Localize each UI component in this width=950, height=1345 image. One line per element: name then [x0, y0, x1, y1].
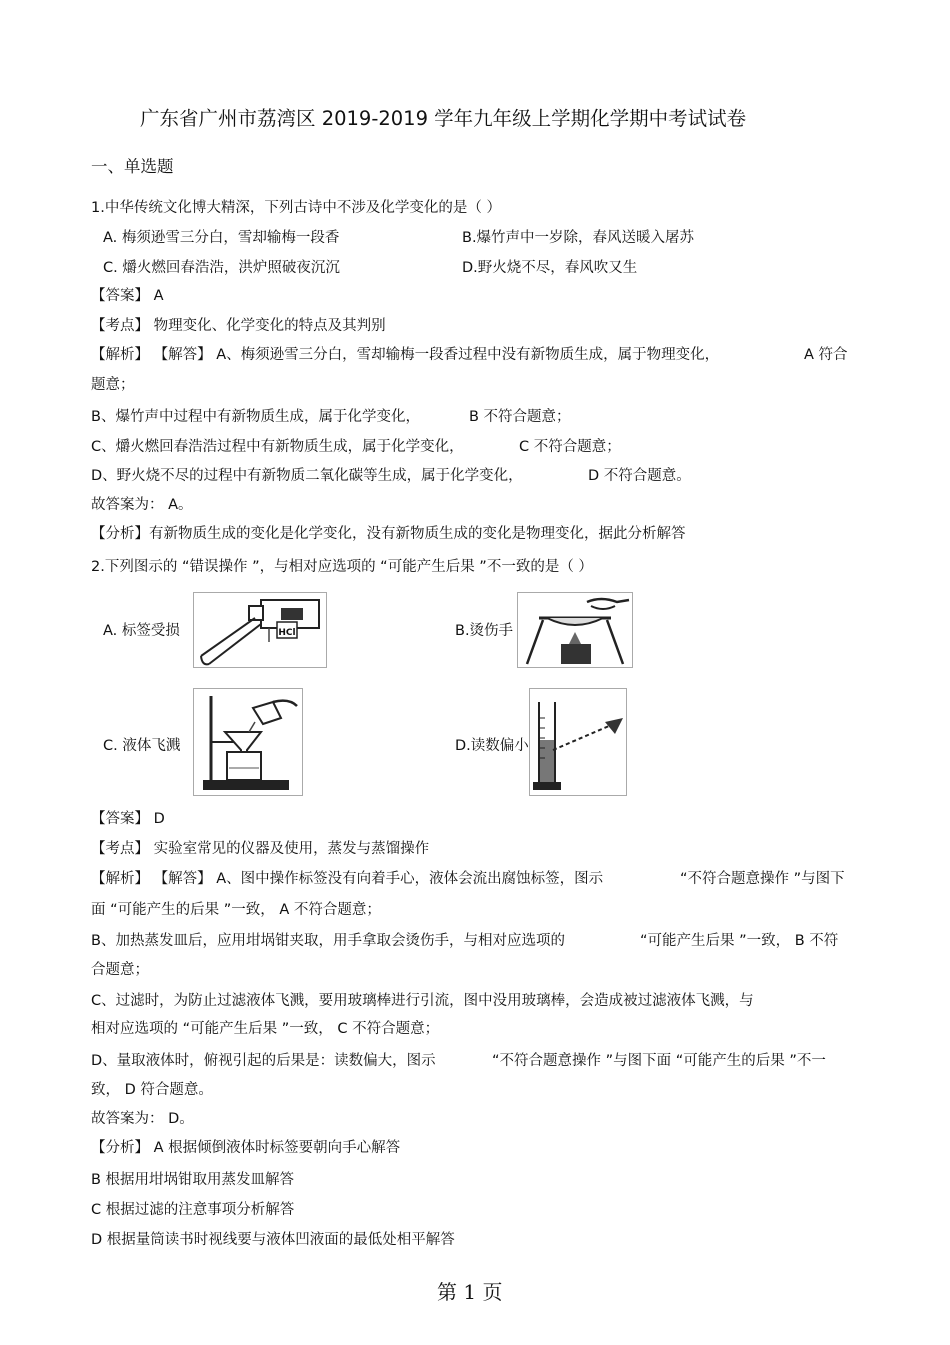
- evaporation-tripod-icon: [517, 592, 633, 668]
- q2-option-b: B.烫伤手: [455, 623, 514, 639]
- q1-stem: 1.中华传统文化博大精深，下列古诗中不涉及化学变化的是（ ）: [91, 200, 501, 216]
- q1-option-a: A. 梅须逊雪三分白，雪却输梅一段香: [103, 230, 340, 246]
- q2-point: 【考点】 实验室常见的仪器及使用，蒸发与蒸馏操作: [91, 841, 430, 857]
- q1-answer: 【答案】 A: [91, 288, 164, 304]
- q2-summary-d: D 根据量筒读书时视线要与液体凹液面的最低处相平解答: [91, 1232, 455, 1248]
- q2-analysis-a-line1: 【解析】 【解答】 A、图中操作标签没有向着手心，液体会流出腐蚀标签，图示: [91, 871, 604, 887]
- q2-summary-b: B 根据用坩埚钳取用蒸发皿解答: [91, 1172, 295, 1188]
- q2-analysis-a-line2: 面 “可能产生的后果 ”一致， A 不符合题意；: [91, 902, 381, 918]
- q1-option-b: B.爆竹声中一岁除，春风送暖入屠苏: [462, 230, 695, 246]
- q1-analysis-c-tail: C 不符合题意；: [519, 439, 621, 455]
- q2-analysis-b-line1: B、加热蒸发皿后，应用坩埚钳夹取，用手拿取会烫伤手，与相对应选项的: [91, 933, 565, 949]
- q2-analysis-d-line2: 致， D 符合题意。: [91, 1082, 213, 1098]
- q2-analysis-a-line1-tail: “不符合题意操作 ”与图下: [680, 871, 845, 887]
- figure-graduated-cylinder: [529, 688, 627, 796]
- q1-analysis-b-tail: B 不符合题意；: [469, 409, 571, 425]
- q1-summary: 【分析】有新物质生成的变化是化学变化，没有新物质生成的变化是物理变化，据此分析解答: [91, 526, 686, 542]
- q2-option-a: A. 标签受损: [103, 623, 180, 639]
- q1-point: 【考点】 物理变化、化学变化的特点及其判别: [91, 318, 386, 334]
- test-tube-pouring-icon: [193, 592, 327, 668]
- q2-stem: 2.下列图示的 “错误操作 ”，与相对应选项的 “可能产生后果 ”不一致的是（ ）: [91, 559, 593, 575]
- q2-summary-a: 【分析】 A 根据倾倒液体时标签要朝向手心解答: [91, 1140, 401, 1156]
- q2-analysis-c-line2: 相对应选项的 “可能产生后果 ”一致， C 不符合题意；: [91, 1021, 440, 1037]
- q2-summary-c: C 根据过滤的注意事项分析解答: [91, 1202, 295, 1218]
- q1-analysis-line1-cont: 题意；: [91, 377, 135, 393]
- page-title: 广东省广州市荔湾区 2019-2019 学年九年级上学期化学期中考试试卷: [140, 107, 747, 130]
- figure-filtration: [193, 688, 303, 796]
- q1-analysis-line1-tail: A 符合: [804, 347, 848, 363]
- q2-conclusion: 故答案为： D。: [91, 1111, 194, 1127]
- q2-analysis-d-line1-tail: “不符合题意操作 ”与图下面 “可能产生的后果 ”不一: [492, 1053, 826, 1069]
- q2-analysis-c-line1: C、过滤时，为防止过滤液体飞溅，要用玻璃棒进行引流，图中没用玻璃棒，会造成被过滤液体飞溅，与: [91, 993, 754, 1009]
- q1-analysis-d: D、野火烧不尽的过程中有新物质二氧化碳等生成，属于化学变化，: [91, 468, 523, 484]
- q2-answer: 【答案】 D: [91, 811, 165, 827]
- svg-text:HCl: HCl: [278, 628, 296, 638]
- q2-analysis-b-line2: 合题意；: [91, 962, 149, 978]
- filtration-stand-icon: [193, 688, 303, 796]
- q2-option-c: C. 液体飞溅: [103, 738, 181, 754]
- page-number: 第 1 页: [437, 1280, 503, 1304]
- q1-analysis-b: B、爆竹声中过程中有新物质生成，属于化学变化，: [91, 409, 420, 425]
- q1-analysis-line1: 【解析】 【解答】 A、梅须逊雪三分白，雪却输梅一段香过程中没有新物质生成，属于物理变化，: [91, 347, 720, 363]
- section-heading: 一、单选题: [91, 157, 174, 176]
- cylinder-reading-icon: [529, 688, 627, 796]
- q1-option-c: C. 爝火燃回春浩浩，洪炉照破夜沉沉: [103, 260, 340, 276]
- figure-evaporating-dish: [517, 592, 633, 668]
- figure-pouring-liquid: [193, 592, 327, 668]
- q1-conclusion: 故答案为： A。: [91, 497, 193, 513]
- q2-option-d: D.读数偏小: [455, 738, 529, 754]
- q1-option-d: D.野火烧不尽，春风吹又生: [462, 260, 638, 276]
- q2-analysis-b-line1-tail: “可能产生后果 ”一致， B 不符: [640, 933, 839, 949]
- q1-analysis-d-tail: D 不符合题意。: [588, 468, 691, 484]
- q1-analysis-c: C、爝火燃回春浩浩过程中有新物质生成，属于化学变化，: [91, 439, 464, 455]
- q2-analysis-d-line1: D、量取液体时，俯视引起的后果是：读数偏大，图示: [91, 1053, 436, 1069]
